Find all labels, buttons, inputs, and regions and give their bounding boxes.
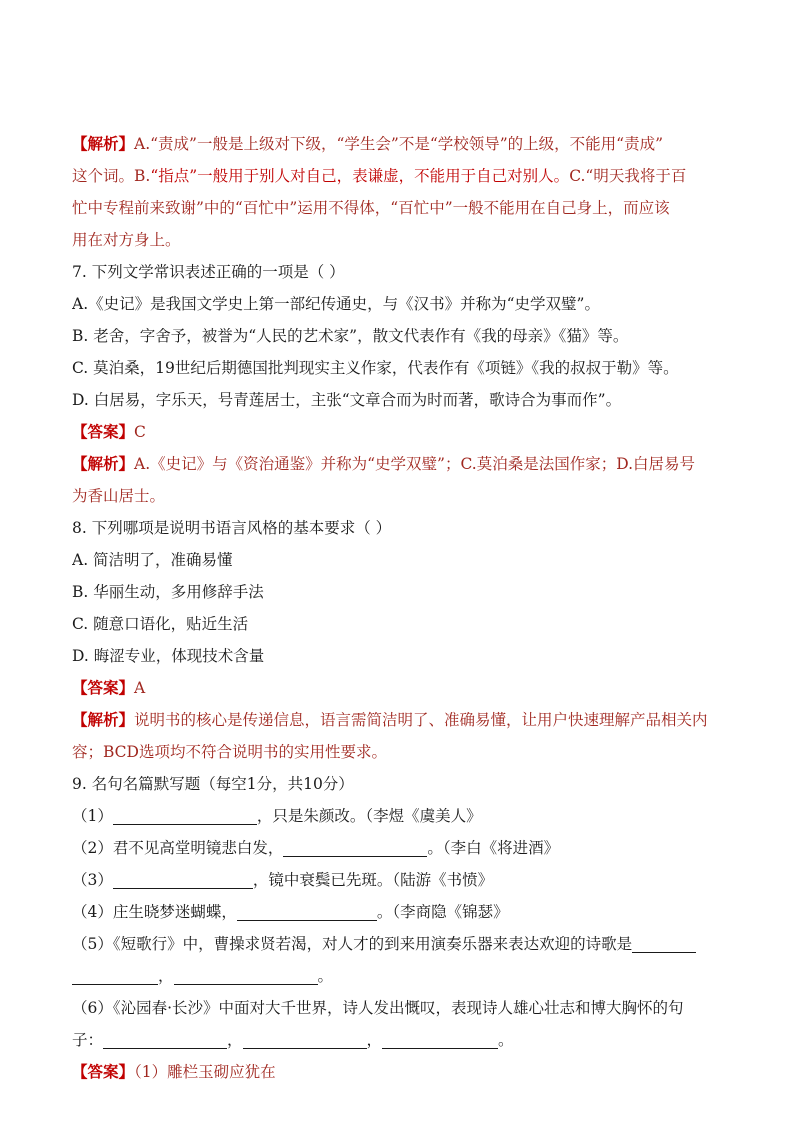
q8-option-b: B. 华丽生动，多用修辞手法 [72, 583, 264, 601]
q9-item-6-line-1: （6）《沁园春·长沙》中面对大千世界，诗人发出慨叹，表现诗人雄心壮志和博大胸怀的句 [72, 999, 684, 1017]
q7-option-b: B. 老舍，字舍予，被誉为“人民的艺术家”，散文代表作有《我的母亲》《猫》等。 [72, 327, 629, 345]
q6-analysis-line-2: 这个词。B.“指点”一般用于别人对自己，表谦虚，不能用于自己对别人。C.“明天我将于百 [72, 167, 687, 185]
fill-blank[interactable] [113, 868, 253, 889]
fill-blank[interactable] [72, 964, 158, 985]
q8-option-c: C. 随意口语化，贴近生活 [72, 615, 249, 633]
analysis-tag: 【解析】 [72, 710, 135, 729]
q7-analysis-line-2: 为香山居士。 [72, 487, 166, 505]
q7-option-a: A.《史记》是我国文学史上第一部纪传通史，与《汉书》并称为“史学双璧”。 [72, 295, 600, 313]
q6-analysis-line-4: 用在对方身上。 [72, 231, 181, 249]
answer-tag: 【答案】 [72, 422, 135, 441]
fill-blank[interactable] [113, 804, 257, 825]
answer-tag: 【答案】 [72, 678, 135, 697]
q8-stem: 8. 下列哪项是说明书语言风格的基本要求（ ） [72, 519, 392, 537]
q9-item-4: （4）庄生晓梦迷蝴蝶， 。（李商隐《锦瑟》 [72, 896, 732, 928]
q7-analysis-line-1: 【解析】A.《史记》与《资治通鉴》并称为“史学双璧”；C.莫泊桑是法国作家；D.白居易号 [72, 454, 696, 473]
q7-option-d: D. 白居易，字乐天，号青莲居士，主张“文章合而为时而著，歌诗合为事而作”。 [72, 391, 622, 409]
q9-stem: 9. 名句名篇默写题（每空1分，共10分） [72, 775, 354, 793]
q8-option-d: D. 晦涩专业，体现技术含量 [72, 647, 265, 665]
q9-item-1: （1） ，只是朱颜改。（李煜《虞美人》 [72, 800, 732, 832]
q6-analysis-line-1: 【解析】A.“责成”一般是上级对下级，“学生会”不是“学校领导”的上级，不能用“责成” [72, 134, 664, 153]
q7-answer: 【答案】C [72, 422, 146, 441]
q9-item-5-line-1: （5）《短歌行》中，曹操求贤若渴，对人才的到来用演奏乐器来表达欢迎的诗歌是 [72, 928, 732, 960]
fill-blank[interactable] [237, 900, 377, 921]
q9-answer: 【答案】（1）雕栏玉砌应犹在 [72, 1062, 276, 1081]
q8-analysis-line-2: 容；BCD选项均不符合说明书的实用性要求。 [72, 743, 387, 761]
q9-item-5-line-2: ， 。 [72, 960, 732, 992]
answer-tag: 【答案】 [72, 1062, 135, 1081]
fill-blank[interactable] [103, 1028, 227, 1049]
analysis-tag: 【解析】 [72, 454, 135, 473]
analysis-tag: 【解析】 [72, 134, 135, 153]
fill-blank[interactable] [283, 836, 427, 857]
q9-item-6-line-2: 子： ， ， 。 [72, 1024, 732, 1056]
fill-blank[interactable] [243, 1028, 367, 1049]
fill-blank[interactable] [174, 964, 318, 985]
fill-blank[interactable] [382, 1028, 498, 1049]
q7-stem: 7. 下列文学常识表述正确的一项是（ ） [72, 263, 345, 281]
q9-item-2: （2）君不见高堂明镜悲白发， 。（李白《将进酒》 [72, 832, 732, 864]
q6-analysis-line-3: 忙中专程前来致谢”中的“百忙中”运用不得体，“百忙中”一般不能用在自己身上，而应该 [72, 199, 670, 217]
fill-blank[interactable] [632, 932, 696, 953]
document-content [72, 128, 732, 1088]
q8-analysis-line-1: 【解析】说明书的核心是传递信息，语言需简洁明了、准确易懂，让用户快速理解产品相关内 [72, 710, 708, 729]
q8-answer: 【答案】A [72, 678, 146, 697]
q8-option-a: A. 简洁明了，准确易懂 [72, 551, 233, 569]
q7-option-c: C. 莫泊桑，19世纪后期德国批判现实主义作家，代表作有《项链》《我的叔叔于勒》等。 [72, 359, 679, 377]
q9-item-3: （3） ，镜中衰鬓已先斑。（陆游《书愤》 [72, 864, 732, 896]
